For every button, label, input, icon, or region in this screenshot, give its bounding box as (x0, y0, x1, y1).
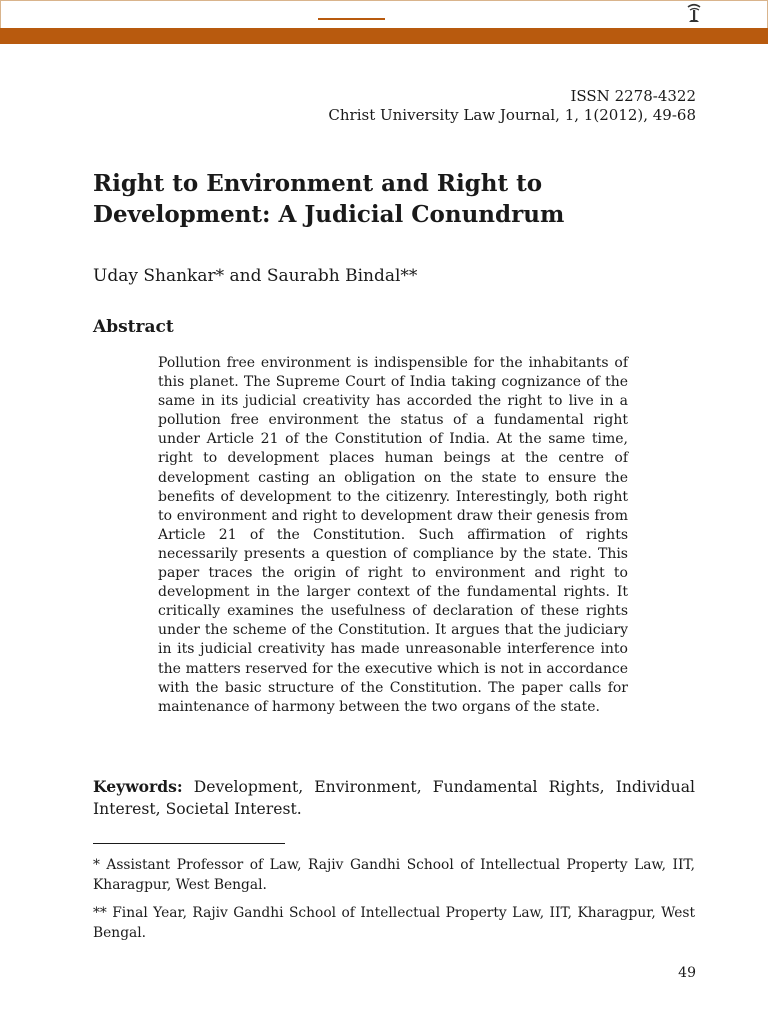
journal-issn: ISSN 2278-4322 (570, 87, 696, 105)
footnote-separator (93, 843, 285, 844)
abstract-heading: Abstract (93, 317, 174, 337)
header-border (0, 0, 768, 28)
article-authors: Uday Shankar* and Saurabh Bindal** (93, 266, 418, 286)
article-title: Right to Environment and Right to Development: A Judicial Conundrum (93, 170, 565, 228)
header-bar (0, 28, 768, 44)
footnote-author-1: * Assistant Professor of Law, Rajiv Gandhi School of Intellectual Property Law, IIT, Kharagpur, West Bengal. (93, 857, 695, 893)
header-tab-mark (318, 18, 385, 20)
journal-citation: Christ University Law Journal, 1, 1(2012), 49-68 (328, 106, 696, 124)
keywords-text: Development, Environment, Fundamental Rights, Individual Interest, Societal Interest. (93, 778, 695, 818)
lamp-emblem-icon (684, 2, 704, 26)
keywords-label: Keywords: (93, 777, 183, 796)
footnote-author-2: ** Final Year, Rajiv Gandhi School of Intellectual Property Law, IIT, Kharagpur, West Bengal. (93, 905, 695, 941)
keywords-paragraph (93, 776, 695, 820)
abstract-body: Pollution free environment is indispensible for the inhabitants of this planet. The Supreme Court of India taking cognizance of the same in its judicial creativity has accorded the right to live in a pollution free environment the status of a fundamental right under Article 21 of the Constitution of India. At the same time, right to development places human beings at the centre of development casting an obligation on the state to ensure the benefits of development to the citizenry. Interestingly, both right to environment and right to development draw their genesis from Article 21 of the Constitution. Such affirmation of rights necessarily presents a question of compliance by the state. This paper traces the origin of right to environment and right to development in the larger context of the fundamental rights. It critically examines the usefulness of declaration of these rights under the scheme of the Constitution. It argues that the judiciary in its judicial creativity has made unreasonable interference into the matters reserved for the executive which is not in accordance with the basic structure of the Constitution. The paper calls for maintenance of harmony between the two organs of the state. (158, 355, 628, 715)
page-number: 49 (678, 965, 696, 981)
